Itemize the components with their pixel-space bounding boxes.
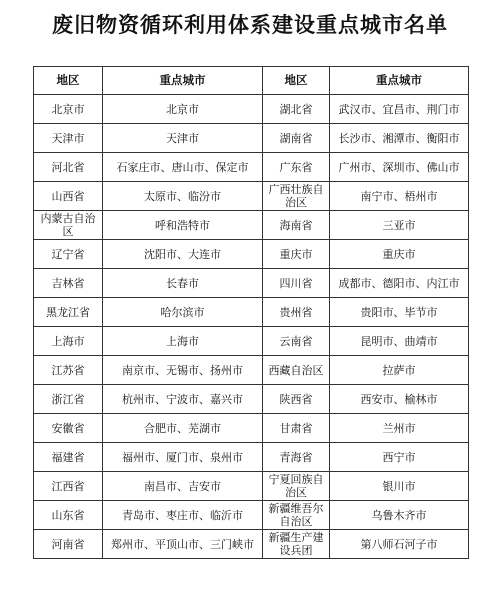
region-cell: 辽宁省 — [34, 240, 103, 269]
cities-cell: 郑州市、平顶山市、三门峡市 — [103, 530, 263, 559]
cities-cell: 福州市、厦门市、泉州市 — [103, 443, 263, 472]
table-row — [34, 385, 469, 414]
cities-cell: 成都市、德阳市、内江市 — [330, 269, 469, 298]
table-row — [34, 240, 469, 269]
header-cities-1: 重点城市 — [103, 67, 263, 95]
table-row — [34, 124, 469, 153]
region-cell: 湖南省 — [263, 124, 330, 153]
region-cell: 四川省 — [263, 269, 330, 298]
cities-cell: 呼和浩特市 — [103, 211, 263, 240]
region-cell: 天津市 — [34, 124, 103, 153]
cities-cell: 南京市、无锡市、扬州市 — [103, 356, 263, 385]
region-cell: 湖北省 — [263, 95, 330, 124]
region-cell: 广东省 — [263, 153, 330, 182]
table-row — [34, 443, 469, 472]
cities-cell: 南宁市、梧州市 — [330, 182, 469, 211]
cities-cell: 西安市、榆林市 — [330, 385, 469, 414]
table-row — [34, 501, 469, 530]
cities-cell: 天津市 — [103, 124, 263, 153]
cities-cell: 沈阳市、大连市 — [103, 240, 263, 269]
table-row — [34, 211, 469, 240]
cities-cell: 长沙市、湘潭市、衡阳市 — [330, 124, 469, 153]
table-row — [34, 327, 469, 356]
region-cell: 浙江省 — [34, 385, 103, 414]
region-cell: 山西省 — [34, 182, 103, 211]
cities-cell: 乌鲁木齐市 — [330, 501, 469, 530]
cities-cell: 拉萨市 — [330, 356, 469, 385]
cities-cell: 上海市 — [103, 327, 263, 356]
cities-cell: 北京市 — [103, 95, 263, 124]
cities-cell: 南昌市、吉安市 — [103, 472, 263, 501]
cities-cell: 贵阳市、毕节市 — [330, 298, 469, 327]
cities-cell: 青岛市、枣庄市、临沂市 — [103, 501, 263, 530]
region-cell: 贵州省 — [263, 298, 330, 327]
table-row — [34, 530, 469, 559]
cities-cell: 合肥市、芜湖市 — [103, 414, 263, 443]
region-cell: 河北省 — [34, 153, 103, 182]
cities-cell: 长春市 — [103, 269, 263, 298]
region-cell: 新疆维吾尔自治区 — [263, 501, 330, 530]
cities-cell: 三亚市 — [330, 211, 469, 240]
header-region-1: 地区 — [34, 67, 103, 95]
cities-cell: 杭州市、宁波市、嘉兴市 — [103, 385, 263, 414]
document-title: 废旧物资循环利用体系建设重点城市名单 — [52, 12, 448, 37]
cities-cell: 兰州市 — [330, 414, 469, 443]
table-row — [34, 95, 469, 124]
region-cell: 海南省 — [263, 211, 330, 240]
cities-cell: 广州市、深圳市、佛山市 — [330, 153, 469, 182]
region-cell: 吉林省 — [34, 269, 103, 298]
region-cell: 黑龙江省 — [34, 298, 103, 327]
region-cell: 广西壮族自治区 — [263, 182, 330, 211]
cities-cell: 重庆市 — [330, 240, 469, 269]
header-region-2: 地区 — [263, 67, 330, 95]
table-header-row — [34, 67, 469, 95]
region-cell: 青海省 — [263, 443, 330, 472]
region-cell: 河南省 — [34, 530, 103, 559]
region-cell: 上海市 — [34, 327, 103, 356]
region-cell: 北京市 — [34, 95, 103, 124]
header-cities-2: 重点城市 — [330, 67, 469, 95]
region-cell: 宁夏回族自治区 — [263, 472, 330, 501]
region-cell: 山东省 — [34, 501, 103, 530]
cities-cell: 武汉市、宜昌市、荆门市 — [330, 95, 469, 124]
region-cell: 内蒙古自治区 — [34, 211, 103, 240]
region-cell: 新疆生产建设兵团 — [263, 530, 330, 559]
region-cell: 江苏省 — [34, 356, 103, 385]
region-cell: 甘肃省 — [263, 414, 330, 443]
cities-cell: 昆明市、曲靖市 — [330, 327, 469, 356]
cities-cell: 第八师石河子市 — [330, 530, 469, 559]
region-cell: 安徽省 — [34, 414, 103, 443]
cities-cell: 太原市、临汾市 — [103, 182, 263, 211]
region-cell: 重庆市 — [263, 240, 330, 269]
region-cell: 西藏自治区 — [263, 356, 330, 385]
table-row — [34, 472, 469, 501]
table-row — [34, 153, 469, 182]
key-cities-table — [33, 66, 469, 559]
region-cell: 陕西省 — [263, 385, 330, 414]
cities-cell: 西宁市 — [330, 443, 469, 472]
table-row — [34, 269, 469, 298]
region-cell: 福建省 — [34, 443, 103, 472]
table-row — [34, 356, 469, 385]
cities-cell: 石家庄市、唐山市、保定市 — [103, 153, 263, 182]
cities-cell: 哈尔滨市 — [103, 298, 263, 327]
cities-cell: 银川市 — [330, 472, 469, 501]
region-cell: 云南省 — [263, 327, 330, 356]
table-row — [34, 414, 469, 443]
table-row — [34, 298, 469, 327]
table-row — [34, 182, 469, 211]
region-cell: 江西省 — [34, 472, 103, 501]
